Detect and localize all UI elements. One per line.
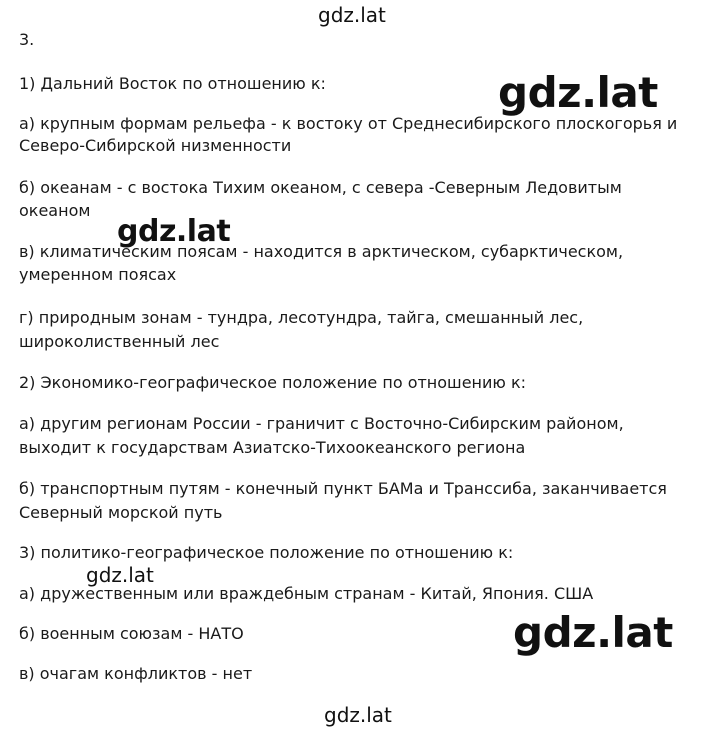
text-line: г) природным зонам - тундра, лесотундра, тайга, смешанный лес, [19,308,584,327]
text-line: а) крупным формам рельефа - к востоку от Среднесибирского плоскогорья и [19,114,678,133]
text-line: 2) Экономико-географическое положение по отношению к: [19,373,526,392]
text-line: 3) политико-географическое положение по отношению к: [19,543,514,562]
text-line: широколиственный лес [19,332,220,351]
watermark-top: gdz.lat [318,3,386,27]
text-line: б) океанам - с востока Тихим океаном, с севера -Северным Ледовитым [19,178,622,197]
text-line: в) очагам конфликтов - нет [19,664,253,683]
text-line: а) другим регионам России - граничит с Восточно-Сибирским районом, [19,414,624,433]
text-line: океаном [19,201,91,220]
text-line: б) военным союзам - НАТО [19,624,244,643]
text-line: 1) Дальний Восток по отношению к: [19,74,326,93]
text-line: умеренном поясах [19,265,177,284]
watermark-large-right: gdz.lat [498,68,658,117]
text-line: Северный морской путь [19,503,223,522]
watermark-bottom: gdz.lat [324,703,392,727]
text-line: а) дружественным или враждебным странам - Китай, Япония. США [19,584,594,603]
watermark-lower-left: gdz.lat [86,563,154,587]
watermark-large-bottom-right: gdz.lat [513,608,673,657]
text-line: в) климатическим поясам - находится в арктическом, субарктическом, [19,242,624,261]
text-line: Северо-Сибирской низменности [19,136,292,155]
watermark-mid-left: gdz.lat [117,214,231,249]
text-line: выходит к государствам Азиатско-Тихоокеанского региона [19,438,526,457]
text-line: б) транспортным путям - конечный пункт БАМа и Транссиба, заканчивается [19,479,667,498]
task-number: 3. [19,30,35,49]
